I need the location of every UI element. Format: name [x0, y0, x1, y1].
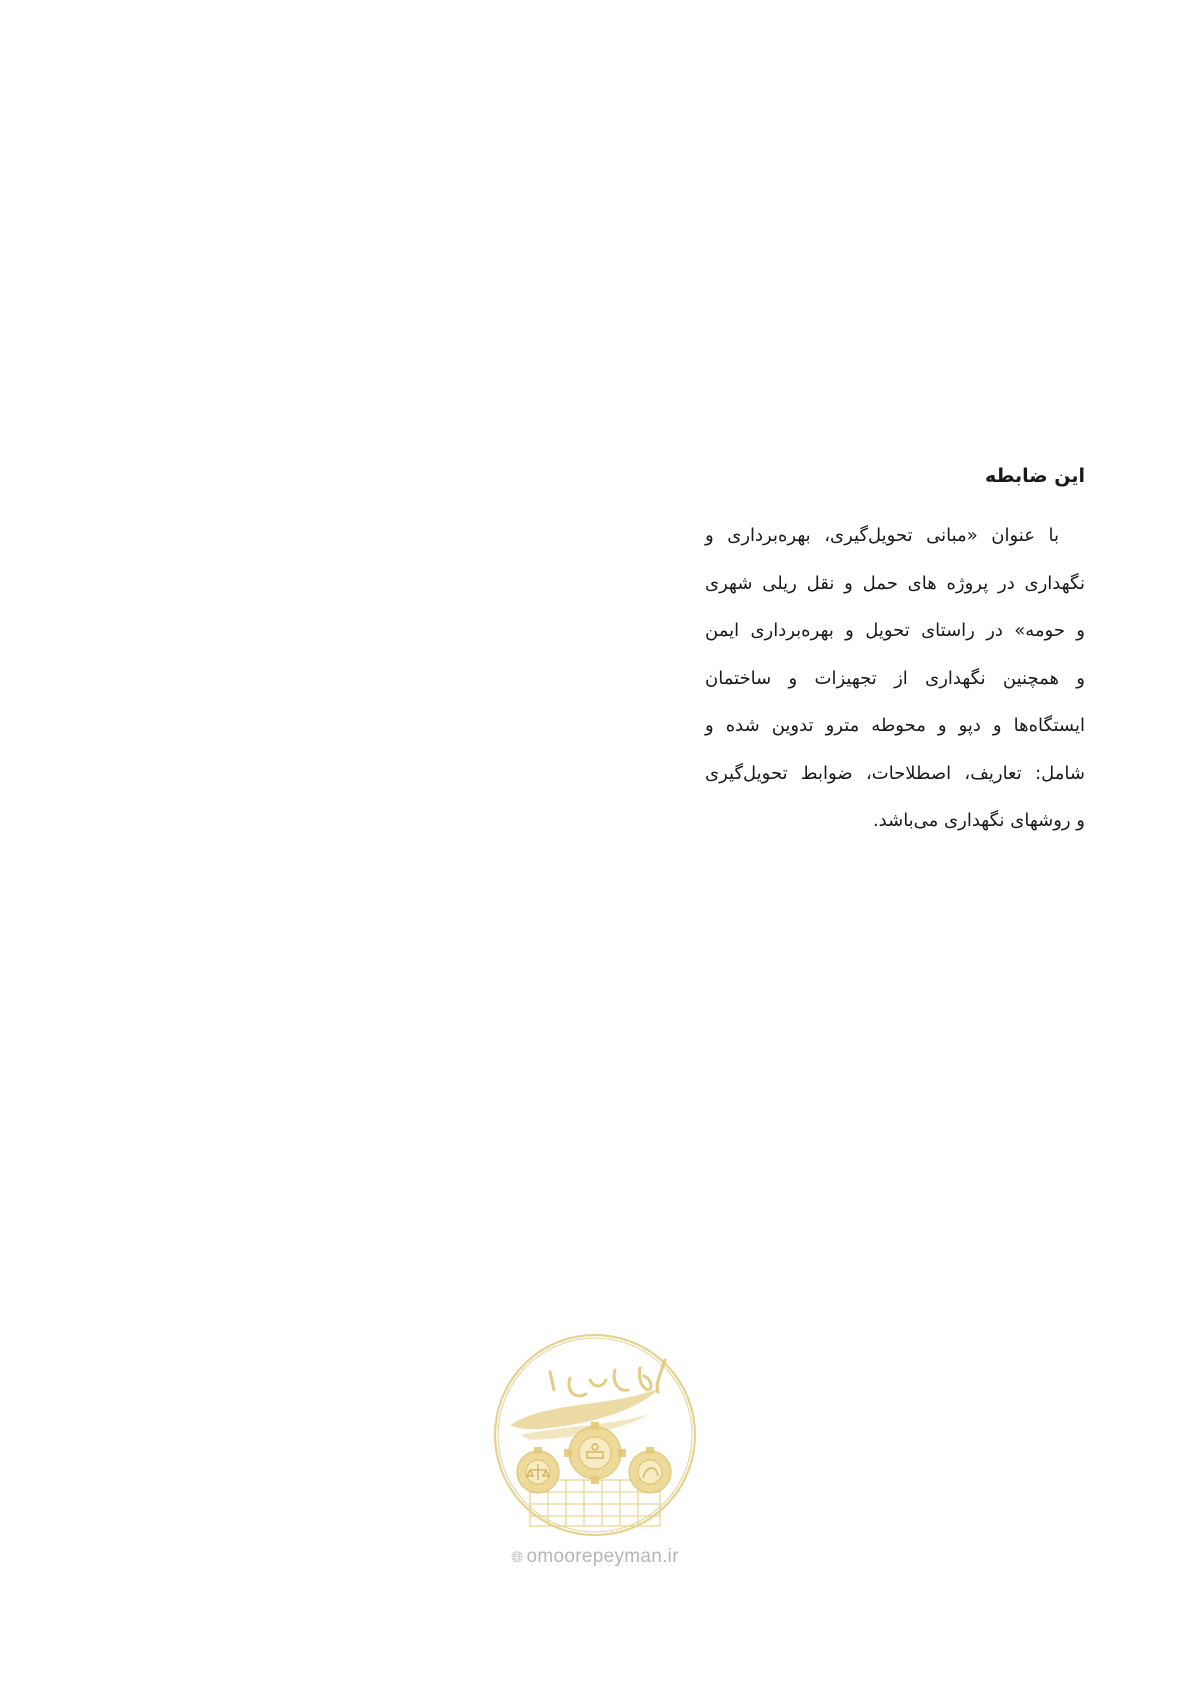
section-heading: این ضابطه [984, 465, 1085, 487]
watermark-caption [490, 1546, 700, 1568]
paragraph-line: با عنوان «مبانی تحویل‌گیری، بهره‌برداری و [705, 525, 1059, 546]
paragraph-line: نگهداری در پروژه های حمل و نقل ریلی شهری [705, 572, 1085, 594]
intro-section [705, 462, 1085, 845]
watermark-caption-text: omoorepeyman.ir [526, 1546, 679, 1567]
paragraph-line: و روشهای نگهداری می‌باشد. [872, 810, 1085, 831]
section-paragraph [705, 512, 1085, 845]
paragraph-line: و همچنین نگهداری از تجهیزات و ساختمان [705, 667, 1085, 689]
omoorepeyman-seal-icon [490, 1330, 700, 1540]
paragraph-line: و حومه» در راستای تحویل و بهره‌برداری ایمن [705, 620, 1085, 641]
paragraph-line: ایستگاه‌ها و دپو و محوطه مترو تدوین شده و [705, 715, 1085, 736]
globe-icon: 🌐︎ [511, 1549, 524, 1566]
paragraph-line: شامل: تعاریف، اصطلاحات، ضوابط تحویل‌گیری [705, 762, 1085, 784]
